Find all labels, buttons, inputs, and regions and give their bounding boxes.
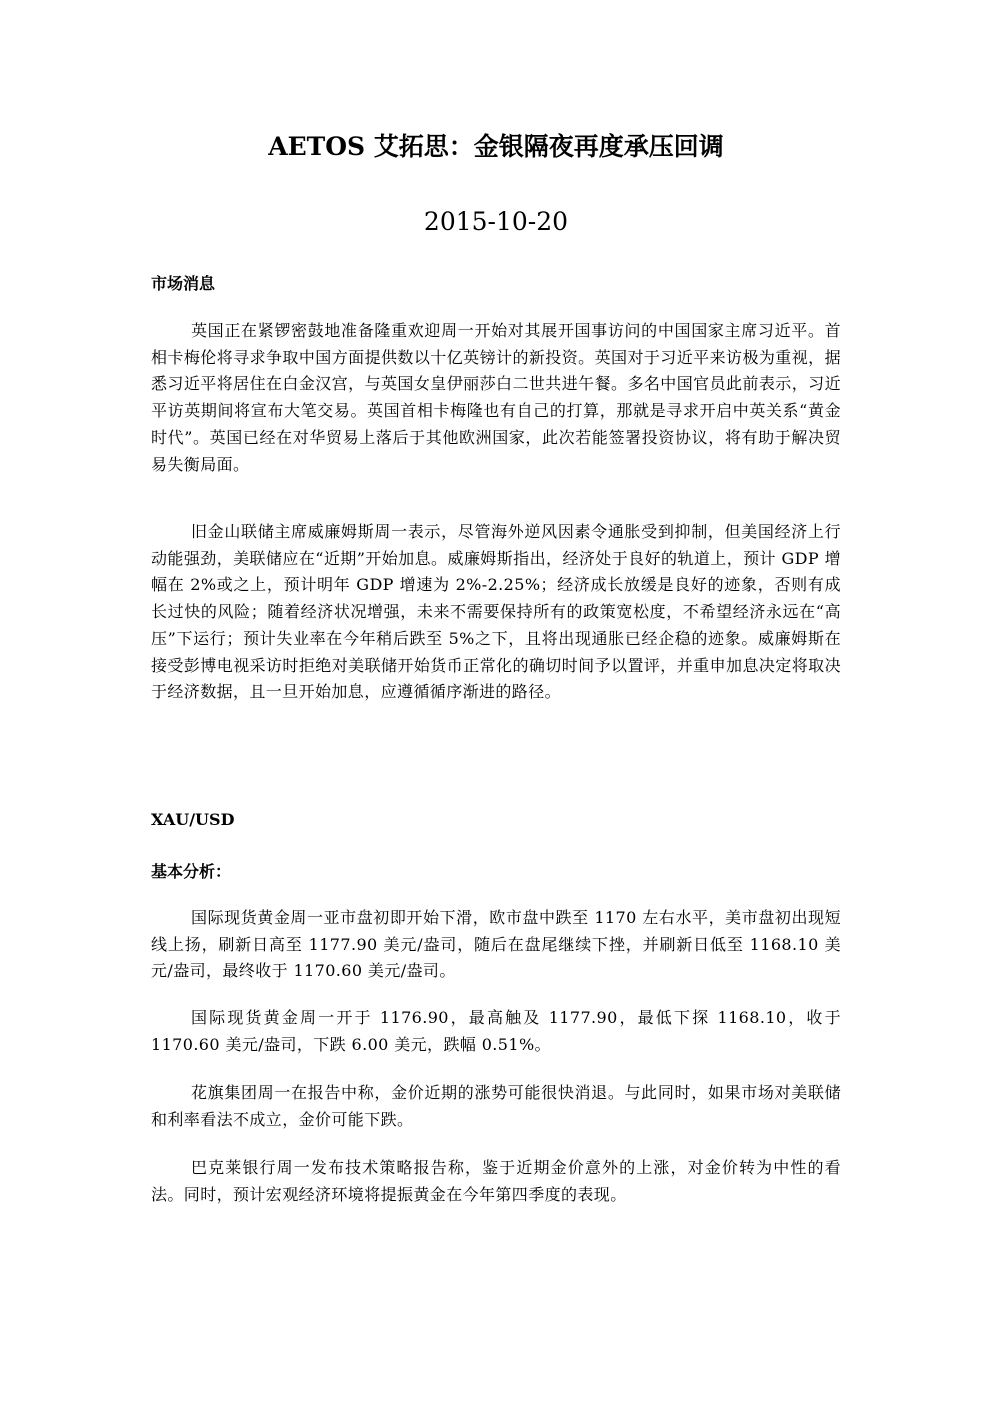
fundamental-paragraph-4: 巴克莱银行周一发布技术策略报告称，鉴于近期金价意外的上涨，对金价转为中性的看法。同时，预计宏观经济环境将提振黄金在今年第四季度的表现。 — [151, 1158, 841, 1204]
market-news-paragraph-1: 英国正在紧锣密鼓地准备隆重欢迎周一开始对其展开国事访问的中国国家主席习近平。首相卡梅伦将寻求争取中国方面提供数以十亿英镑计的新投资。英国对于习近平来访极为重视，据悉习近平将居住在白金汉宫，与英国女皇伊丽莎白二世共进午餐。多名中国官员此前表示，习近平访英期间将宣布大笔交易。英国首相卡梅隆也有自己的打算，那就是寻求开启中英关系“黄金时代”。英国已经在对华贸易上落后于其他欧洲国家，此次若能签署投资协议，将有助于解决贸易失衡局面。 — [151, 321, 841, 474]
fundamental-paragraph-1: 国际现货黄金周一亚市盘初即开始下滑，欧市盘中跌至 1170 左右水平，美市盘初出现短线上扬，刷新日高至 1177.90 美元/盎司，随后在盘尾继续下挫，并刷新日低至 1168.10 美元/盎司，最终收于 1170.60 美元/盎司。 — [151, 908, 841, 981]
symbol-heading: XAU/USD — [151, 810, 235, 829]
fundamental-paragraph-3: 花旗集团周一在报告中称，金价近期的涨势可能很快消退。与此同时，如果市场对美联储和利率看法不成立，金价可能下跌。 — [151, 1083, 841, 1129]
fundamental-paragraph-2: 国际现货黄金周一开于 1176.90，最高触及 1177.90，最低下探 1168.10，收于 1170.60 美元/盎司，下跌 6.00 美元，跌幅 0.51%。 — [151, 1008, 841, 1054]
document-title: AETOS 艾拓思：金银隔夜再度承压回调 — [268, 132, 724, 161]
document-date: 2015-10-20 — [423, 207, 569, 236]
section-heading-market-news: 市场消息 — [151, 274, 216, 293]
section-heading-fundamental: 基本分析： — [151, 862, 232, 881]
market-news-paragraph-2: 旧金山联储主席威廉姆斯周一表示，尽管海外逆风因素令通胀受到抑制，但美国经济上行动能强劲，美联储应在“近期”开始加息。威廉姆斯指出，经济处于良好的轨道上，预计 GDP 增幅在 2%或之上，预计明年 GDP 增速为 2%-2.25%；经济成长放缓是良好的迹象，否则有成长过快的风险；随着经济状况增强，未来不需要保持所有的政策宽松度，不希望经济永远在“高压”下运行；预计失业率在今年稍后跌至 5%之下，且将出现通胀已经企稳的迹象。威廉姆斯在接受彭博电视采访时拒绝对美联储开始货币正常化的确切时间予以置评，并重申加息决定将取决于经济数据，且一旦开始加息，应遵循循序渐进的路径。 — [151, 522, 841, 702]
